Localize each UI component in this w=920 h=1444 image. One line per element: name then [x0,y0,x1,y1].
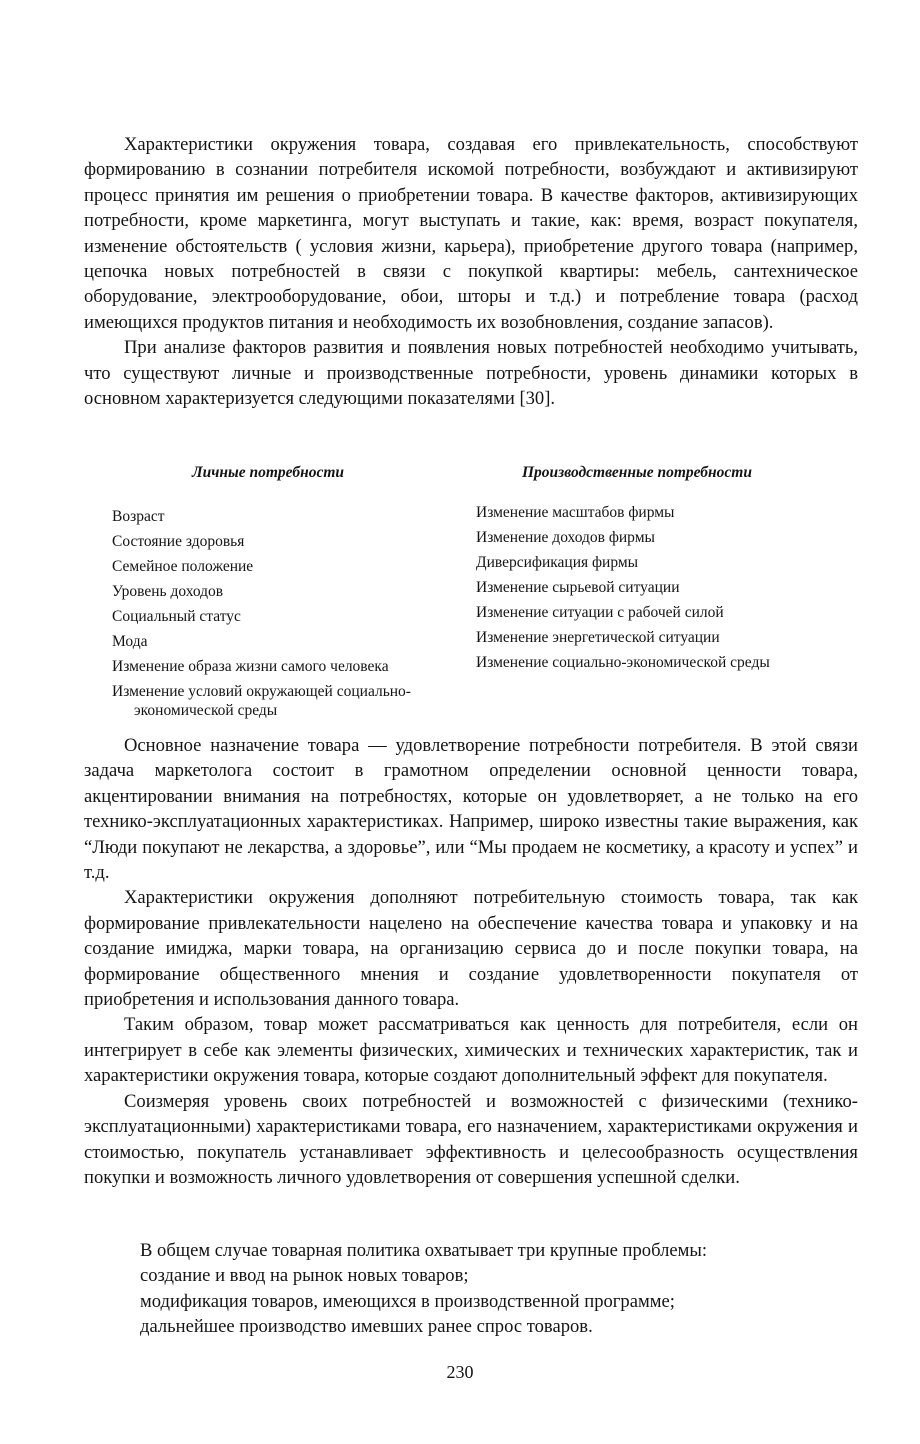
personal-needs-heading: Личные потребности [192,464,345,481]
closing-line: модификация товаров, имеющихся в производственной программе; [140,1290,675,1312]
list-item: Изменение образа жизни самого человека [112,658,389,675]
production-needs-heading: Производственные потребности [522,464,752,481]
paragraph: Соизмеряя уровень своих потребностей и возможностей с физическими (технико-эксплуатационными) характеристиками товара, его назначением, характеристиками окружения и стоимостью, покупатель устанавливает эффективность и целесообразность осуществления покупки и возможность личного удовлетворения от совершения успешной сделки. [84,1090,858,1188]
paragraph: При анализе факторов развития и появления новых потребностей необходимо учитывать, что существуют личные и производственные потребности, уровень динамики которых в основном характеризуется следующими показателями [30]. [84,337,858,410]
personal-needs-column [112,460,472,720]
production-needs-list [476,500,876,675]
closing-list [140,1238,860,1340]
list-item: Изменение масштабов фирмы [476,504,675,521]
closing-line: дальнейшее производство имевших ранее спрос товаров. [140,1316,593,1338]
closing-line: В общем случае товарная политика охватывает три крупные проблемы: [140,1240,708,1261]
page-number: 230 [446,1362,474,1382]
list-item: Изменение доходов фирмы [476,529,655,546]
list-item: Изменение социально-экономической среды [476,654,770,671]
paragraph: Характеристики окружения дополняют потребительную стоимость товара, так как формирование привлекательности нацелено на обеспечение качества товара и упаковку и на создание имиджа, марки товара, на организацию сервиса до и после покупки товара, на формирование общественного мнения и создание удовлетворенности покупателя от приобретения и использования данного товара. [84,887,858,1011]
list-item: Социальный статус [112,608,241,625]
list-item: Изменение условий окружающей социально-экономической среды [112,683,411,719]
list-item: Диверсификация фирмы [476,554,639,571]
list-item: Мода [112,633,148,650]
closing-line: создание и ввод на рынок новых товаров; [140,1265,469,1287]
list-item: Изменение энергетической ситуации [476,629,720,646]
list-item: Возраст [112,508,165,525]
list-item: Изменение сырьевой ситуации [476,579,680,596]
production-needs-column [476,460,876,675]
personal-needs-list [112,504,472,720]
main-text-block [84,733,858,1190]
list-item: Уровень доходов [112,583,224,600]
paragraph: Характеристики окружения товара, создавая его привлекательность, способствуют формированию в сознании потребителя искомой потребности, возбуждают и активизируют процесс принятия им решения о приобретении товара. В качестве факторов, активизирующих потребности, кроме маркетинга, могут выступать и такие, как: время, возраст покупателя, изменение обстоятельств ( условия жизни, карьера), приобретение другого товара (например, цепочка новых потребностей в связи с покупкой квартиры: мебель, сантехническое оборудование, электрооборудование, обои, шторы и т.д.) и потребление товара (расход имеющихся продуктов питания и необходимость их возобновления, создание запасов). [84,134,858,333]
intro-text-block [84,132,858,411]
paragraph: Основное назначение товара — удовлетворение потребности потребителя. В этой связи задача маркетолога состоит в грамотном определении основной ценности товара, акцентировании внимания на потребностях, которые он удовлетворяет, а не только на его технико-эксплуатационных характеристиках. Например, широко известны такие выражения, как “Люди покупают не лекарства, а здоровье”, или “Мы продаем не косметику, а красоту и успех” и т.д. [84,735,858,884]
list-item: Состояние здоровья [112,533,245,550]
list-item: Изменение ситуации с рабочей силой [476,604,724,621]
needs-comparison [84,460,858,720]
list-item: Семейное положение [112,558,254,575]
paragraph: Таким образом, товар может рассматриваться как ценность для потребителя, если он интегрирует в себе как элементы физических, химических и технических характеристик, так и характеристики окружения товара, которые создают дополнительный эффект для покупателя. [84,1014,858,1087]
